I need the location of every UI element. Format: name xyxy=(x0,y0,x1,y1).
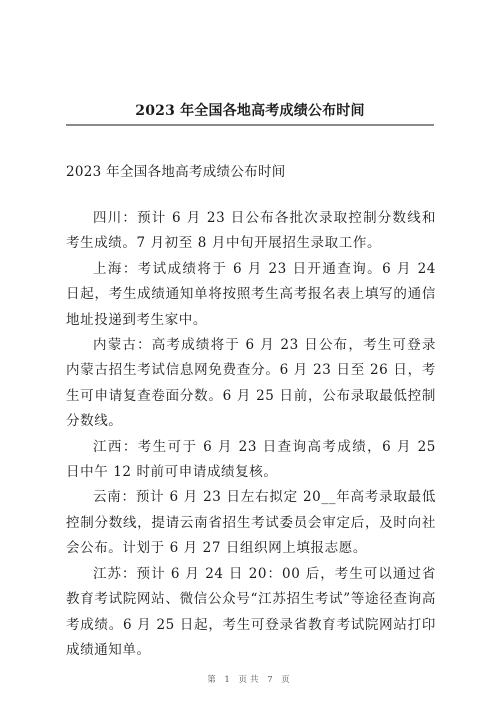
paragraph-sichuan: 四川：预计 6 月 23 日公布各批次录取控制分数线和考生成绩。7 月初至 8 月中旬开展招生录取工作。 xyxy=(66,210,436,252)
document-subtitle: 2023 年全国各地高考成绩公布时间 xyxy=(66,164,286,180)
document-body xyxy=(66,206,436,663)
paragraph-jiangxi: 江西：考生可于 6 月 23 日查询高考成绩，6 月 25 日中午 12 时前可申请成绩复核。 xyxy=(66,438,436,481)
paragraph-inner-mongolia: 内蒙古：高考成绩将于 6 月 23 日公布，考生可登录内蒙古招生考试信息网免费查分。6 月 23 日至 26 日，考生可申请复查卷面分数。6 月 25 日前，公布录取最低控制分数线。 xyxy=(66,337,436,430)
paragraph-shanghai: 上海：考试成绩将于 6 月 23 日开通查询。6 月 24 日起，考生成绩通知单将按照考生高考报名表上填写的通信地址投递到考生家中。 xyxy=(66,260,436,328)
title-divider xyxy=(66,124,434,126)
page-title: 2023 年全国各地高考成绩公布时间 xyxy=(135,103,365,119)
paragraph-yunnan: 云南：预计 6 月 23 日左右拟定 20__年高考录取最低控制分数线，提请云南省招生考试委员会审定后，及时向社会公布。计划于 6 月 27 日组织网上填报志愿。 xyxy=(66,489,436,557)
paragraph-jiangsu: 江苏：预计 6 月 24 日 20：00 后，考生可以通过省教育考试院网站、微信公众号“江苏招生考试”等途径查询高考成绩。6 月 25 日起，考生可登录省教育考试院网站打印成绩通知单。 xyxy=(66,565,436,658)
page-footer: 第 1 页共 7 页 xyxy=(207,675,293,685)
